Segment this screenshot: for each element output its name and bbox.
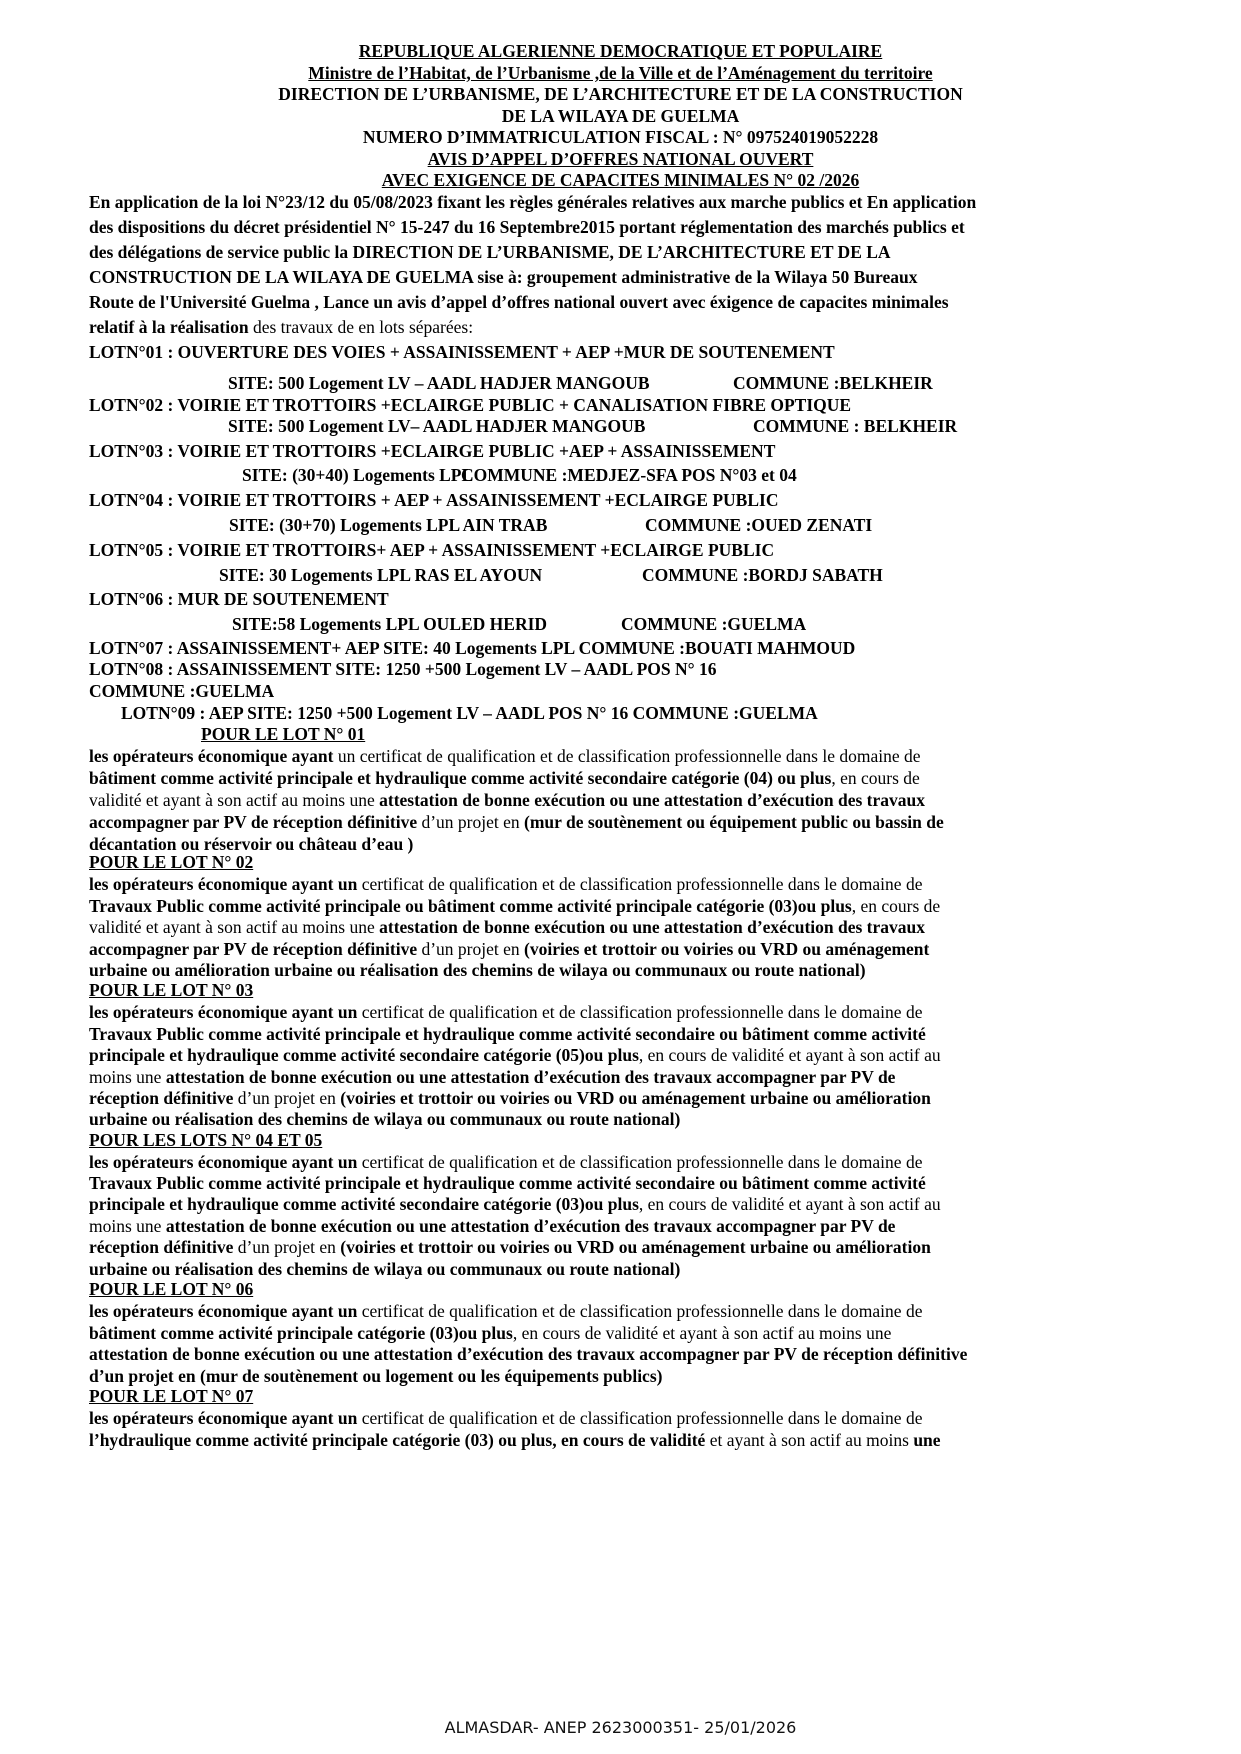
text-regular: un certificat de qualification et de classification professionnelle dans le domaine de [333, 746, 921, 766]
text-regular: , en cours de [851, 896, 941, 916]
section-lot-02-line-1 [89, 873, 922, 895]
section-lot-01-title: POUR LE LOT N° 01 [201, 724, 366, 744]
text-bold: une [913, 1430, 941, 1450]
section-lots-04-05-line-2: Travaux Public comme activité principale et hydraulique comme activité secondaire ou bâtiment comme activité [89, 1173, 926, 1193]
section-lot-03-line-3 [89, 1044, 941, 1066]
text-bold: les opérateurs économique ayant [89, 746, 334, 766]
intro-line-1: En application de la loi N°23/12 du 05/08/2023 fixant les règles générales relatives aux marche publics et En application [89, 192, 977, 212]
lot-06-site: SITE:58 Logements LPL OULED HERID [232, 614, 548, 634]
section-lot-03-line-4 [89, 1066, 895, 1088]
text-regular: d’un projet en [417, 812, 525, 832]
text-regular: , en cours de validité et ayant à son actif au [638, 1045, 941, 1065]
text-bold: les opérateurs économique ayant un [89, 874, 358, 894]
header-ministry: Ministre de l’Habitat, de l’Urbanisme ,de la Ville et de l’Aménagement du territoire [308, 63, 933, 83]
text-regular: d’un projet en [417, 939, 525, 959]
text-bold: attestation de bonne exécution ou une attestation d’exécution des travaux [379, 917, 926, 937]
footer-reference: ALMASDAR- ANEP 2623000351- 25/01/2026 [444, 1718, 797, 1737]
lot-01-commune: COMMUNE :BELKHEIR [733, 373, 933, 393]
section-lot-02-line-3 [89, 916, 925, 938]
text-bold: les opérateurs économique ayant un [89, 1301, 358, 1321]
text-bold: (voiries et trottoir ou voiries ou VRD ou aménagement urbaine ou amélioration [340, 1088, 931, 1108]
section-lots-04-05-line-3 [89, 1193, 941, 1215]
section-lot-02-line-2 [89, 895, 940, 917]
text-regular: d’un projet en [233, 1237, 341, 1257]
intro-direction: DIRECTION DE L’URBANISME, DE L’ARCHITECTURE ET DE LA [352, 242, 891, 262]
text-bold: (voiries et trottoir ou voiries ou VRD ou aménagement [524, 939, 930, 959]
lot-08-title: LOTN°08 : ASSAINISSEMENT SITE: 1250 +500 Logement LV – AADL POS N° 16 [89, 659, 717, 679]
section-lot-03-line-2: Travaux Public comme activité principale et hydraulique comme activité secondaire ou bâtiment comme activité [89, 1024, 926, 1044]
intro-line-6 [89, 316, 473, 338]
text-regular: moins une [89, 1216, 166, 1236]
header-notice-subtitle: AVEC EXIGENCE DE CAPACITES MINIMALES N° 02 /2026 [381, 170, 860, 190]
section-lot-06-line-2 [89, 1322, 891, 1344]
text-regular: certificat de qualification et de classification professionnelle dans le domaine de [357, 874, 923, 894]
section-lot-01-line-5: décantation ou réservoir ou château d’eau ) [89, 834, 414, 854]
section-lot-03-line-6: urbaine ou réalisation des chemins de wilaya ou communaux ou route national) [89, 1109, 681, 1129]
text-regular: certificat de qualification et de classification professionnelle dans le domaine de [357, 1408, 923, 1428]
text-bold: accompagner par PV de réception définitive [89, 812, 418, 832]
text-bold: bâtiment comme activité principale catégorie (03)ou plus [89, 1323, 513, 1343]
section-lots-04-05-line-1 [89, 1151, 922, 1173]
section-lot-03-line-5 [89, 1087, 931, 1109]
header-wilaya: DE LA WILAYA DE GUELMA [501, 106, 740, 126]
text-bold: les opérateurs économique ayant un [89, 1152, 358, 1172]
section-lots-04-05-line-6: urbaine ou réalisation des chemins de wilaya ou communaux ou route national) [89, 1259, 681, 1279]
text-bold: attestation de bonne exécution ou une attestation d’exécution des travaux accompagner par PV de [165, 1216, 896, 1236]
section-lot-01-line-4 [89, 811, 944, 833]
lot-05-title: LOTN°05 : VOIRIE ET TROTTOIRS+ AEP + ASSAINISSEMENT +ECLAIRGE PUBLIC [89, 540, 775, 560]
section-lot-06-line-3: attestation de bonne exécution ou une attestation d’exécution des travaux accompagner par PV de réception définitive [89, 1344, 968, 1364]
intro-realisation: relatif à la réalisation [89, 317, 249, 337]
lot-09-title: LOTN°09 : AEP SITE: 1250 +500 Logement LV – AADL POS N° 16 COMMUNE :GUELMA [121, 703, 818, 723]
lot-03-title: LOTN°03 : VOIRIE ET TROTTOIRS +ECLAIRGE PUBLIC +AEP + ASSAINISSEMENT [89, 441, 776, 461]
text-bold: l’hydraulique comme activité principale catégorie (03) ou plus, en cours de validité [89, 1430, 706, 1450]
lot-05-site: SITE: 30 Logements LPL RAS EL AYOUN [219, 565, 543, 585]
section-lot-01-line-2 [89, 767, 920, 789]
text-regular: certificat de qualification et de classification professionnelle dans le domaine de [357, 1152, 923, 1172]
section-lot-07-title: POUR LE LOT N° 07 [89, 1386, 254, 1406]
text-bold: principale et hydraulique comme activité secondaire catégorie (03)ou plus [89, 1194, 639, 1214]
intro-line-2: des dispositions du décret présidentiel N° 15-247 du 16 Septembre2015 portant réglementation des marchés publics et [89, 217, 965, 237]
lot-03-site: SITE: (30+40) Logements LPL [242, 465, 474, 485]
text-bold: réception définitive [89, 1088, 234, 1108]
text-regular: validité et ayant à son actif au moins une [89, 790, 380, 810]
text-bold: Travaux Public comme activité principale ou bâtiment comme activité principale catégorie (03)ou plus [89, 896, 852, 916]
lot-04-site: SITE: (30+70) Logements LPL AIN TRAB [229, 515, 548, 535]
intro-construction: CONSTRUCTION DE LA WILAYA DE GUELMA [89, 267, 473, 287]
intro-address: sise à: groupement administrative de la Wilaya 50 Bureaux [472, 267, 918, 287]
lot-01-site: SITE: 500 Logement LV – AADL HADJER MANGOUB [228, 373, 650, 393]
intro-text: des délégations de service public la [89, 242, 353, 262]
lot-06-commune: COMMUNE :GUELMA [621, 614, 807, 634]
lot-02-title: LOTN°02 : VOIRIE ET TROTTOIRS +ECLAIRGE PUBLIC + CANALISATION FIBRE OPTIQUE [89, 395, 852, 415]
text-bold: attestation de bonne exécution ou une attestation d’exécution des travaux [379, 790, 926, 810]
section-lot-06-line-4: d’un projet en (mur de soutènement ou logement ou les équipements publics) [89, 1366, 663, 1386]
text-bold: les opérateurs économique ayant un [89, 1408, 358, 1428]
text-bold: (voiries et trottoir ou voiries ou VRD ou aménagement urbaine ou amélioration [340, 1237, 931, 1257]
header-fiscal-number: NUMERO D’IMMATRICULATION FISCAL : N° 097524019052228 [362, 127, 879, 147]
lot-03-commune: COMMUNE :MEDJEZ-SFA POS N°03 et 04 [461, 465, 797, 485]
section-lot-01-line-1 [89, 745, 921, 767]
section-lot-01-line-3 [89, 789, 925, 811]
text-bold: les opérateurs économique ayant un [89, 1002, 358, 1022]
intro-line-5: Route de l'Université Guelma , Lance un avis d’appel d’offres national ouvert avec éxigence de capacites minimales [89, 292, 949, 312]
header-direction: DIRECTION DE L’URBANISME, DE L’ARCHITECTURE ET DE LA CONSTRUCTION [278, 84, 963, 104]
text-regular: , en cours de validité et ayant à son actif au [638, 1194, 941, 1214]
lot-06-title: LOTN°06 : MUR DE SOUTENEMENT [89, 589, 389, 609]
section-lot-03-title: POUR LE LOT N° 03 [89, 980, 254, 1000]
section-lots-04-05-line-5 [89, 1236, 931, 1258]
lot-02-site: SITE: 500 Logement LV– AADL HADJER MANGOUB [228, 416, 646, 436]
section-lots-04-05-line-4 [89, 1215, 895, 1237]
section-lot-07-line-1 [89, 1407, 922, 1429]
text-bold: (mur de soutènement ou équipement public ou bassin de [524, 812, 944, 832]
lot-01-title: LOTN°01 : OUVERTURE DES VOIES + ASSAINISSEMENT + AEP +MUR DE SOUTENEMENT [89, 342, 835, 362]
section-lot-02-line-4 [89, 938, 929, 960]
text-bold: attestation de bonne exécution ou une attestation d’exécution des travaux accompagner par PV de [165, 1067, 896, 1087]
header-republic: REPUBLIQUE ALGERIENNE DEMOCRATIQUE ET POPULAIRE [358, 41, 883, 61]
section-lot-03-line-1 [89, 1001, 922, 1023]
text-regular: certificat de qualification et de classification professionnelle dans le domaine de [357, 1002, 923, 1022]
lot-07-title: LOTN°07 : ASSAINISSEMENT+ AEP SITE: 40 Logements LPL COMMUNE :BOUATI MAHMOUD [89, 638, 856, 658]
text-regular: d’un projet en [233, 1088, 341, 1108]
lot-04-commune: COMMUNE :OUED ZENATI [645, 515, 873, 535]
text-regular: moins une [89, 1067, 166, 1087]
header-notice-title: AVIS D’APPEL D’OFFRES NATIONAL OUVERT [427, 149, 814, 169]
intro-line-3 [89, 241, 891, 263]
section-lot-06-line-1 [89, 1300, 922, 1322]
text-regular: , en cours de validité et ayant à son actif au moins une [512, 1323, 892, 1343]
text-regular: et ayant à son actif au moins [705, 1430, 914, 1450]
intro-line-4 [89, 266, 917, 288]
text-bold: principale et hydraulique comme activité secondaire catégorie (05)ou plus [89, 1045, 639, 1065]
text-regular: validité et ayant à son actif au moins une [89, 917, 380, 937]
lot-08-commune: COMMUNE :GUELMA [89, 681, 275, 701]
section-lot-07-line-2 [89, 1429, 941, 1451]
text-bold: réception définitive [89, 1237, 234, 1257]
text-regular: , en cours de [831, 768, 920, 788]
section-lot-02-line-5: urbaine ou amélioration urbaine ou réalisation des chemins de wilaya ou communaux ou route national) [89, 960, 866, 980]
section-lot-06-title: POUR LE LOT N° 06 [89, 1279, 254, 1299]
text-regular: certificat de qualification et de classification professionnelle dans le domaine de [357, 1301, 923, 1321]
text-bold: bâtiment comme activité principale et hydraulique comme activité secondaire catégorie (04) ou plus [89, 768, 832, 788]
intro-lots-text: des travaux de en lots séparées: [248, 317, 474, 337]
lot-02-commune: COMMUNE : BELKHEIR [753, 416, 958, 436]
section-lot-02-title: POUR LE LOT N° 02 [89, 852, 254, 872]
lot-05-commune: COMMUNE :BORDJ SABATH [642, 565, 883, 585]
text-bold: accompagner par PV de réception définitive [89, 939, 418, 959]
lot-04-title: LOTN°04 : VOIRIE ET TROTTOIRS + AEP + ASSAINISSEMENT +ECLAIRGE PUBLIC [89, 490, 779, 510]
section-lots-04-05-title: POUR LES LOTS N° 04 ET 05 [89, 1130, 323, 1150]
